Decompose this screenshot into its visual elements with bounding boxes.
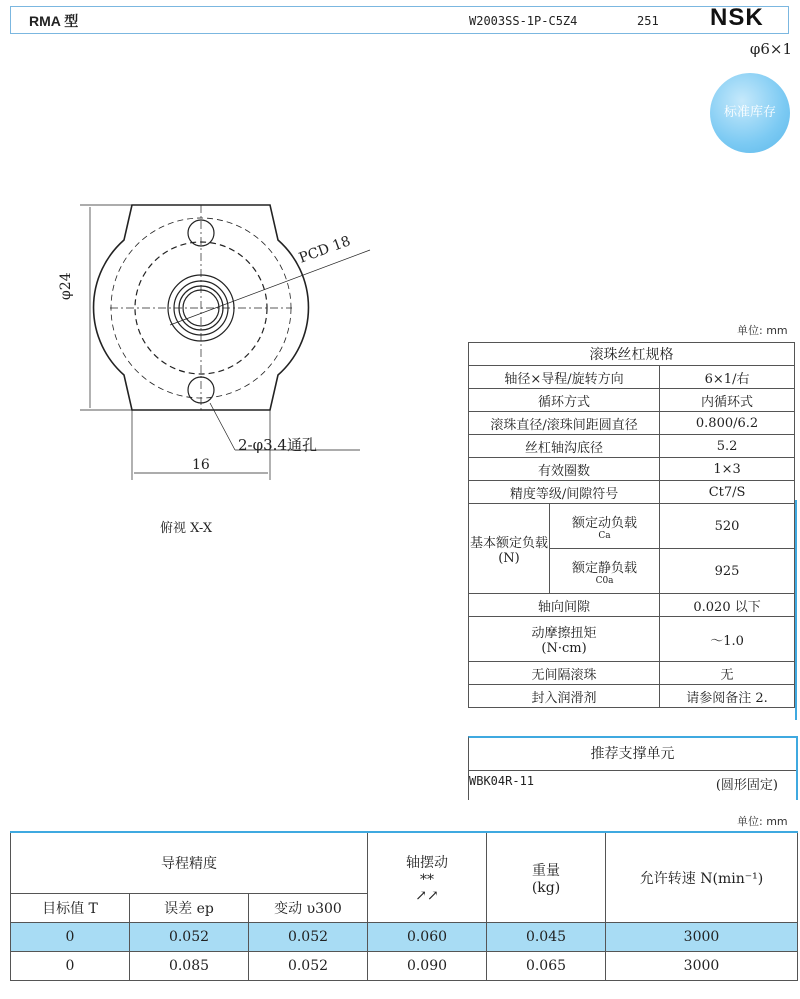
accent-line <box>795 500 797 720</box>
spec-value: 0.020 以下 <box>660 594 795 617</box>
page-number: 251 <box>637 14 659 28</box>
type-label: RMA 型 <box>29 13 79 29</box>
cell: 0 <box>11 923 130 952</box>
spec-label: 有效圈数 <box>469 458 660 481</box>
cell: 0.045 <box>487 923 606 952</box>
support-note: (圆形固定) <box>715 778 778 793</box>
spec-label: 轴径×导程/旋转方向 <box>469 366 660 389</box>
spec-value: 5.2 <box>660 435 795 458</box>
cell: 0.052 <box>249 952 368 981</box>
model-number: W2003SS-1P-C5Z4 <box>469 14 578 28</box>
spec-label: 精度等级/间隙符号 <box>469 481 660 504</box>
cell: 0 <box>11 952 130 981</box>
load-group: 基本额定负载 (N) <box>469 504 550 594</box>
pcd-label: PCD 18 <box>296 233 353 267</box>
spec-label: 封入润滑剂 <box>469 685 660 708</box>
support-model: WBK04R-11 <box>469 774 535 788</box>
spec-value: 请参阅备注 2. <box>660 685 795 708</box>
cell: 0.065 <box>487 952 606 981</box>
spec-value: 内循环式 <box>660 389 795 412</box>
view-label: 俯视 X-X <box>160 521 213 536</box>
spec-value: 6×1/右 <box>660 366 795 389</box>
support-title: 推荐支撑单元 <box>469 738 796 771</box>
table-row <box>11 923 798 952</box>
weight-header: 重量 (kg) <box>487 832 606 923</box>
spec-label: 轴向间隙 <box>469 594 660 617</box>
cell: 0.052 <box>249 923 368 952</box>
width-label: 16 <box>192 457 210 473</box>
holes-label: 2-φ3.4通孔 <box>238 436 317 454</box>
spec-value: Ct7/S <box>660 481 795 504</box>
target-header: 目标值 T <box>11 894 130 923</box>
spec-value: 1×3 <box>660 458 795 481</box>
spec-label: 循环方式 <box>469 389 660 412</box>
spec-label: 滚珠直径/滚珠间距圆直径 <box>469 412 660 435</box>
bottom-unit: 单位: mm <box>737 815 788 828</box>
spec-unit: 单位: mm <box>737 324 788 337</box>
stat-value: 925 <box>660 549 795 594</box>
spec-label: 丝杠轴沟底径 <box>469 435 660 458</box>
nsk-logo: NSK <box>710 4 764 31</box>
error-header: 误差 ep <box>130 894 249 923</box>
speed-header: 允许转速 N(min⁻¹) <box>606 832 798 923</box>
dyn-value: 520 <box>660 504 795 549</box>
shaft-spec: φ6×1 <box>749 40 792 58</box>
support-box <box>468 736 798 800</box>
spec-table <box>468 342 795 708</box>
dyn-label: 额定动负载 Ca <box>550 504 660 549</box>
lead-accuracy-header: 导程精度 <box>11 832 368 894</box>
stat-label: 额定静负载 C0a <box>550 549 660 594</box>
spec-title: 滚珠丝杠规格 <box>469 343 795 366</box>
diameter-label: φ24 <box>58 272 74 300</box>
cell: 3000 <box>606 952 798 981</box>
stock-badge: 标准库存 <box>710 73 790 153</box>
performance-table <box>10 831 798 981</box>
cell: 0.090 <box>368 952 487 981</box>
table-row <box>11 952 798 981</box>
spec-label: 无间隔滚珠 <box>469 662 660 685</box>
cell: 0.085 <box>130 952 249 981</box>
torque-label: 动摩擦扭矩 (N·cm) <box>469 617 660 662</box>
header-bar <box>10 6 789 34</box>
variation-header: 变动 υ300 <box>249 894 368 923</box>
cell: 0.060 <box>368 923 487 952</box>
spec-value: 无 <box>660 662 795 685</box>
cell: 3000 <box>606 923 798 952</box>
cell: 0.052 <box>130 923 249 952</box>
torque-value: ～1.0 <box>660 617 795 662</box>
runout-header: 轴摆动 ** ↗↗ <box>368 832 487 923</box>
spec-value: 0.800/6.2 <box>660 412 795 435</box>
